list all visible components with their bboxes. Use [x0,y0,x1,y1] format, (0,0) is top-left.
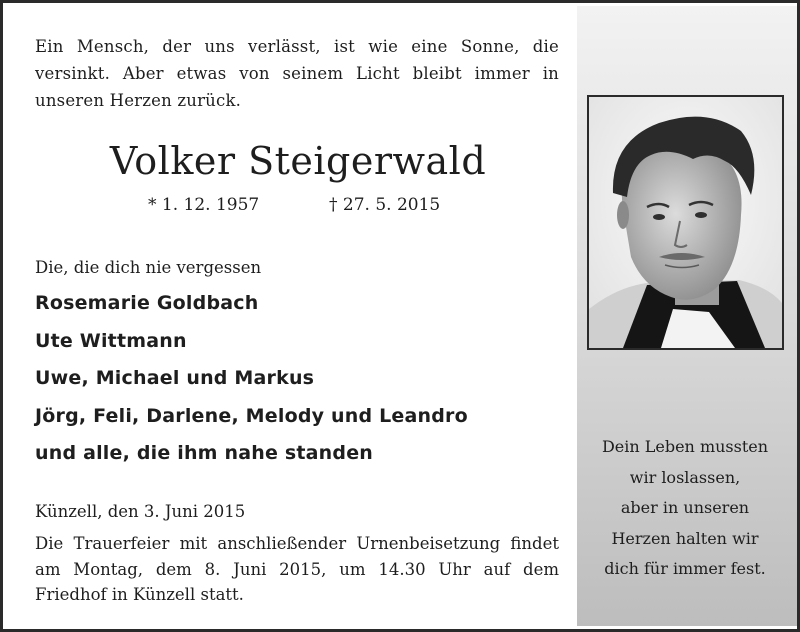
mourner-line: Ute Wittmann [35,329,187,352]
mourner-line: und alle, die ihm nahe standen [35,442,374,464]
place-and-date: Künzell, den 3. Juni 2015 [35,502,246,521]
portrait-photo [587,95,784,350]
deceased-name: Volker Steigerwald [109,139,487,183]
verse-line: Dein Leben mussten [601,437,769,456]
death-date: † 27. 5. 2015 [329,195,441,215]
obituary-main-column [3,3,575,629]
verse-line: aber in unseren [620,498,750,517]
mourner-line: Uwe, Michael und Markus [35,367,315,389]
verse-line: Herzen halten wir [611,528,759,548]
verse-line: wir loslassen, [629,467,741,487]
mourners-intro: Die, die dich nie vergessen [35,258,262,277]
portrait-illustration [589,97,782,348]
opening-quote: Ein Mensch, der uns verlässt, ist wie eine Sonne, die versinkt. Aber etwas von seinem Licht bleibt immer in unseren Herzen zurück. [35,37,559,110]
mourner-line: Jörg, Feli, Darlene, Melody und Leandro [35,404,468,427]
sidebar-panel [577,6,797,626]
memorial-verse [585,432,785,585]
mourners-list [35,285,468,473]
mourner-line: Rosemarie Goldbach [35,292,259,314]
verse-line: dich für immer fest. [604,559,766,578]
funeral-details: Die Trauerfeier mit anschließender Urnenbeisetzung findet am Montag, dem 8. Juni 2015, um 14.30 Uhr auf dem Friedhof in Künzell statt. [35,534,559,604]
birth-date: * 1. 12. 1957 [148,195,260,215]
